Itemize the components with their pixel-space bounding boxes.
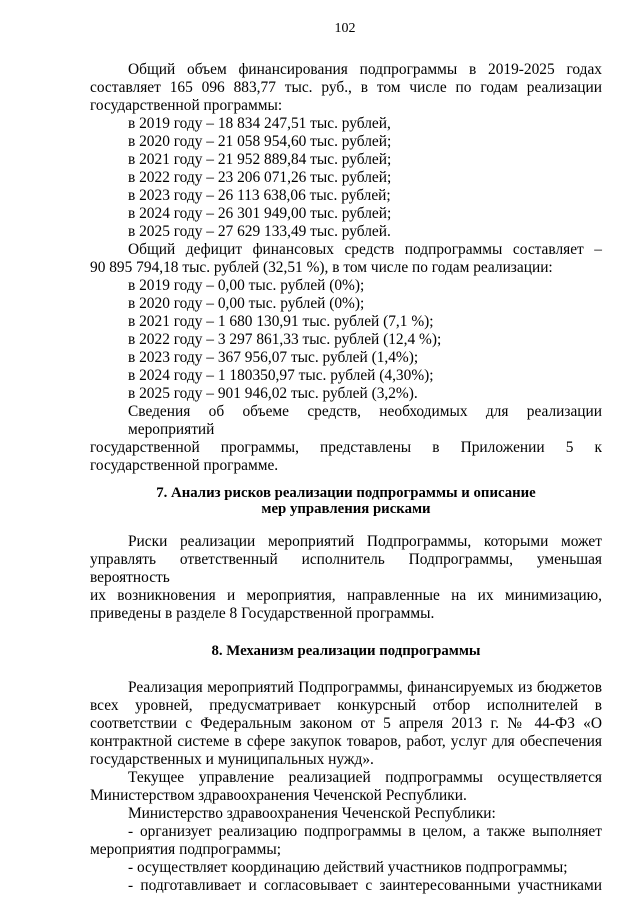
heading-line: 7. Анализ рисков реализации подпрограммы и описание (156, 485, 536, 501)
text-line: Риски реализации мероприятий Подпрограммы, которыми может (128, 533, 602, 550)
text-line: соответствии с Федеральным законом от 5 апреля 2013 г. № 44-ФЗ «О (90, 715, 602, 732)
funding-item: в 2022 году – 23 206 071,26 тыс. рублей; (128, 169, 392, 186)
text-line: - подготавливает и согласовывает с заинтересованными участниками (128, 877, 602, 894)
text-line: их возникновения и мероприятия, направленные на их минимизацию, (90, 587, 602, 604)
text-line: управлять ответственный исполнитель Подпрограммы, уменьшая вероятность (90, 551, 602, 586)
text-line: Министерство здравоохранения Чеченской Республики: (128, 805, 496, 822)
page-number: 102 (334, 21, 356, 36)
deficit-item: в 2024 году – 1 180350,97 тыс. рублей (4,30%); (128, 367, 434, 384)
text-line: государственной программы: (90, 97, 283, 114)
text-line: государственной программы, представлены в Приложении 5 к (90, 439, 602, 456)
text-line: мероприятия подпрограммы; (90, 841, 281, 858)
deficit-item: в 2020 году – 0,00 тыс. рублей (0%); (128, 295, 365, 312)
funding-item: в 2025 году – 27 629 133,49 тыс. рублей. (128, 223, 391, 240)
text-line: Текущее управление реализацией подпрограммы осуществляется (128, 769, 602, 786)
text-line: Общий дефицит финансовых средств подпрограммы составляет – (128, 241, 602, 258)
text-line: - организует реализацию подпрограммы в целом, а также выполняет (128, 823, 602, 840)
text-line: Министерством здравоохранения Чеченской Республики. (90, 787, 467, 804)
text-line: - осуществляет координацию действий участников подпрограммы; (128, 859, 568, 876)
text-line: государственной программе. (90, 457, 279, 474)
text-line: приведены в разделе 8 Государственной программы. (90, 605, 435, 622)
deficit-item: в 2021 году – 1 680 130,91 тыс. рублей (7,1 %); (128, 313, 434, 330)
section-heading-8: 8. Механизм реализации подпрограммы (211, 643, 481, 659)
funding-item: в 2024 году – 26 301 949,00 тыс. рублей; (128, 205, 392, 222)
funding-item: в 2020 году – 21 058 954,60 тыс. рублей; (128, 133, 392, 150)
text-line: Сведения об объеме средств, необходимых для реализации мероприятий (128, 403, 602, 438)
text-line: составляет 165 096 883,77 тыс. руб., в том числе по годам реализации (90, 79, 602, 96)
deficit-item: в 2023 году – 367 956,07 тыс. рублей (1,4%); (128, 349, 419, 366)
funding-item: в 2019 году – 18 834 247,51 тыс. рублей, (128, 115, 391, 132)
funding-item: в 2021 году – 21 952 889,84 тыс. рублей; (128, 151, 392, 168)
text-line: всех уровней, предусматривает конкурсный отбор исполнителей в (90, 697, 602, 714)
heading-line: мер управления рисками (261, 501, 431, 517)
text-line: 90 895 794,18 тыс. рублей (32,51 %), в том числе по годам реализации: (90, 259, 553, 276)
deficit-item: в 2022 году – 3 297 861,33 тыс. рублей (12,4 %); (128, 331, 442, 348)
deficit-item: в 2025 году – 901 946,02 тыс. рублей (3,2%). (128, 385, 418, 402)
funding-item: в 2023 году – 26 113 638,06 тыс. рублей; (128, 187, 391, 204)
section-heading-7 (90, 485, 602, 517)
text-line: Общий объем финансирования подпрограммы в 2019-2025 годах (128, 61, 602, 78)
text-line: Реализация мероприятий Подпрограммы, финансируемых из бюджетов (128, 679, 602, 696)
text-line: контрактной системе в сфере закупок товаров, работ, услуг для обеспечения (90, 733, 602, 750)
text-line: государственных и муниципальных нужд». (90, 751, 374, 768)
deficit-item: в 2019 году – 0,00 тыс. рублей (0%); (128, 277, 365, 294)
document-page (90, 61, 602, 895)
